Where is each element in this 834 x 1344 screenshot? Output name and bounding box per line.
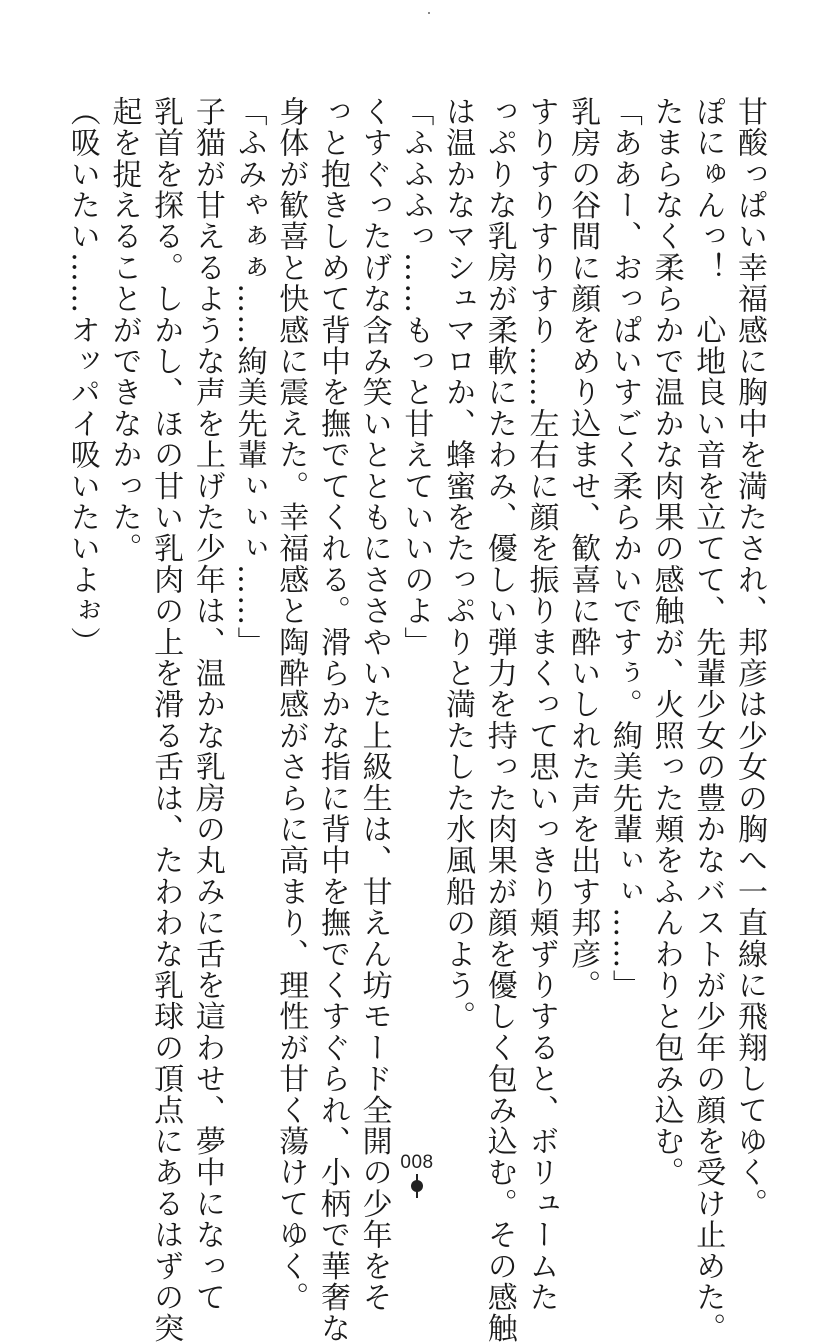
scan-speck: [428, 12, 430, 14]
text-line: すりすりすりすり……左右に顔を振りまくって思いっきり頬ずりすると、ボリュームた: [523, 96, 559, 1313]
text-line: くすぐったげな含み笑いとともにささやいた上級生は、甘えん坊モード全開の少年をそ: [356, 96, 392, 1313]
text-line: っぷりな乳房が柔軟にたわみ、優しい弾力を持った肉果が顔を優しく包み込む。その感触: [481, 96, 517, 1344]
text-line: 乳首を探る。しかし、ほの甘い乳肉の上を滑る舌は、たわわな乳球の頂点にあるはずの突: [148, 96, 184, 1344]
text-line: 子猫が甘えるような声を上げた少年は、温かな乳房の丸みに舌を這わせ、夢中になって: [189, 96, 225, 1313]
text-line: 「ああー、おっぱいすごく柔らかいですぅ。絢美先輩ぃぃ……」: [606, 96, 642, 1001]
text-line: っと抱きしめて背中を撫でてくれる。滑らかな指に背中を撫でくすぐられ、小柄で華奢な: [314, 96, 350, 1344]
page-number: 008: [400, 1152, 434, 1173]
folio-ornament-icon: [411, 1180, 423, 1192]
text-line: ぽにゅんっ！ 心地良い音を立てて、先輩少女の豊かなバストが少年の顔を受け止めた。: [690, 96, 726, 1344]
text-line: 甘酸っぱい幸福感に胸中を満たされ、邦彦は少女の胸へ一直線に飛翔してゆく。: [732, 96, 767, 1220]
text-line: 起を捉えることができなかった。: [106, 96, 142, 564]
text-line: （吸いたい……オッパイ吸いたいよぉ）: [64, 96, 100, 658]
text-line: 乳房の谷間に顔をめり込ませ、歓喜に酔いしれた声を出す邦彦。: [565, 96, 601, 1001]
text-line: 「ふみゃぁぁ……絢美先輩ぃぃぃ……」: [231, 96, 267, 658]
text-line: は温かなマシュマロか、蜂蜜をたっぷりと満たした水風船のよう。: [440, 96, 476, 1032]
text-line: たまらなく柔らかで温かな肉果の感触が、火照った頬をふんわりと包み込む。: [648, 96, 684, 1189]
text-line: 「ふふふっ……もっと甘えていいのよ」: [398, 96, 434, 658]
text-line: 身体が歓喜と快感に震えた。幸福感と陶酔感がさらに高まり、理性が甘く蕩けてゆく。: [273, 96, 309, 1313]
